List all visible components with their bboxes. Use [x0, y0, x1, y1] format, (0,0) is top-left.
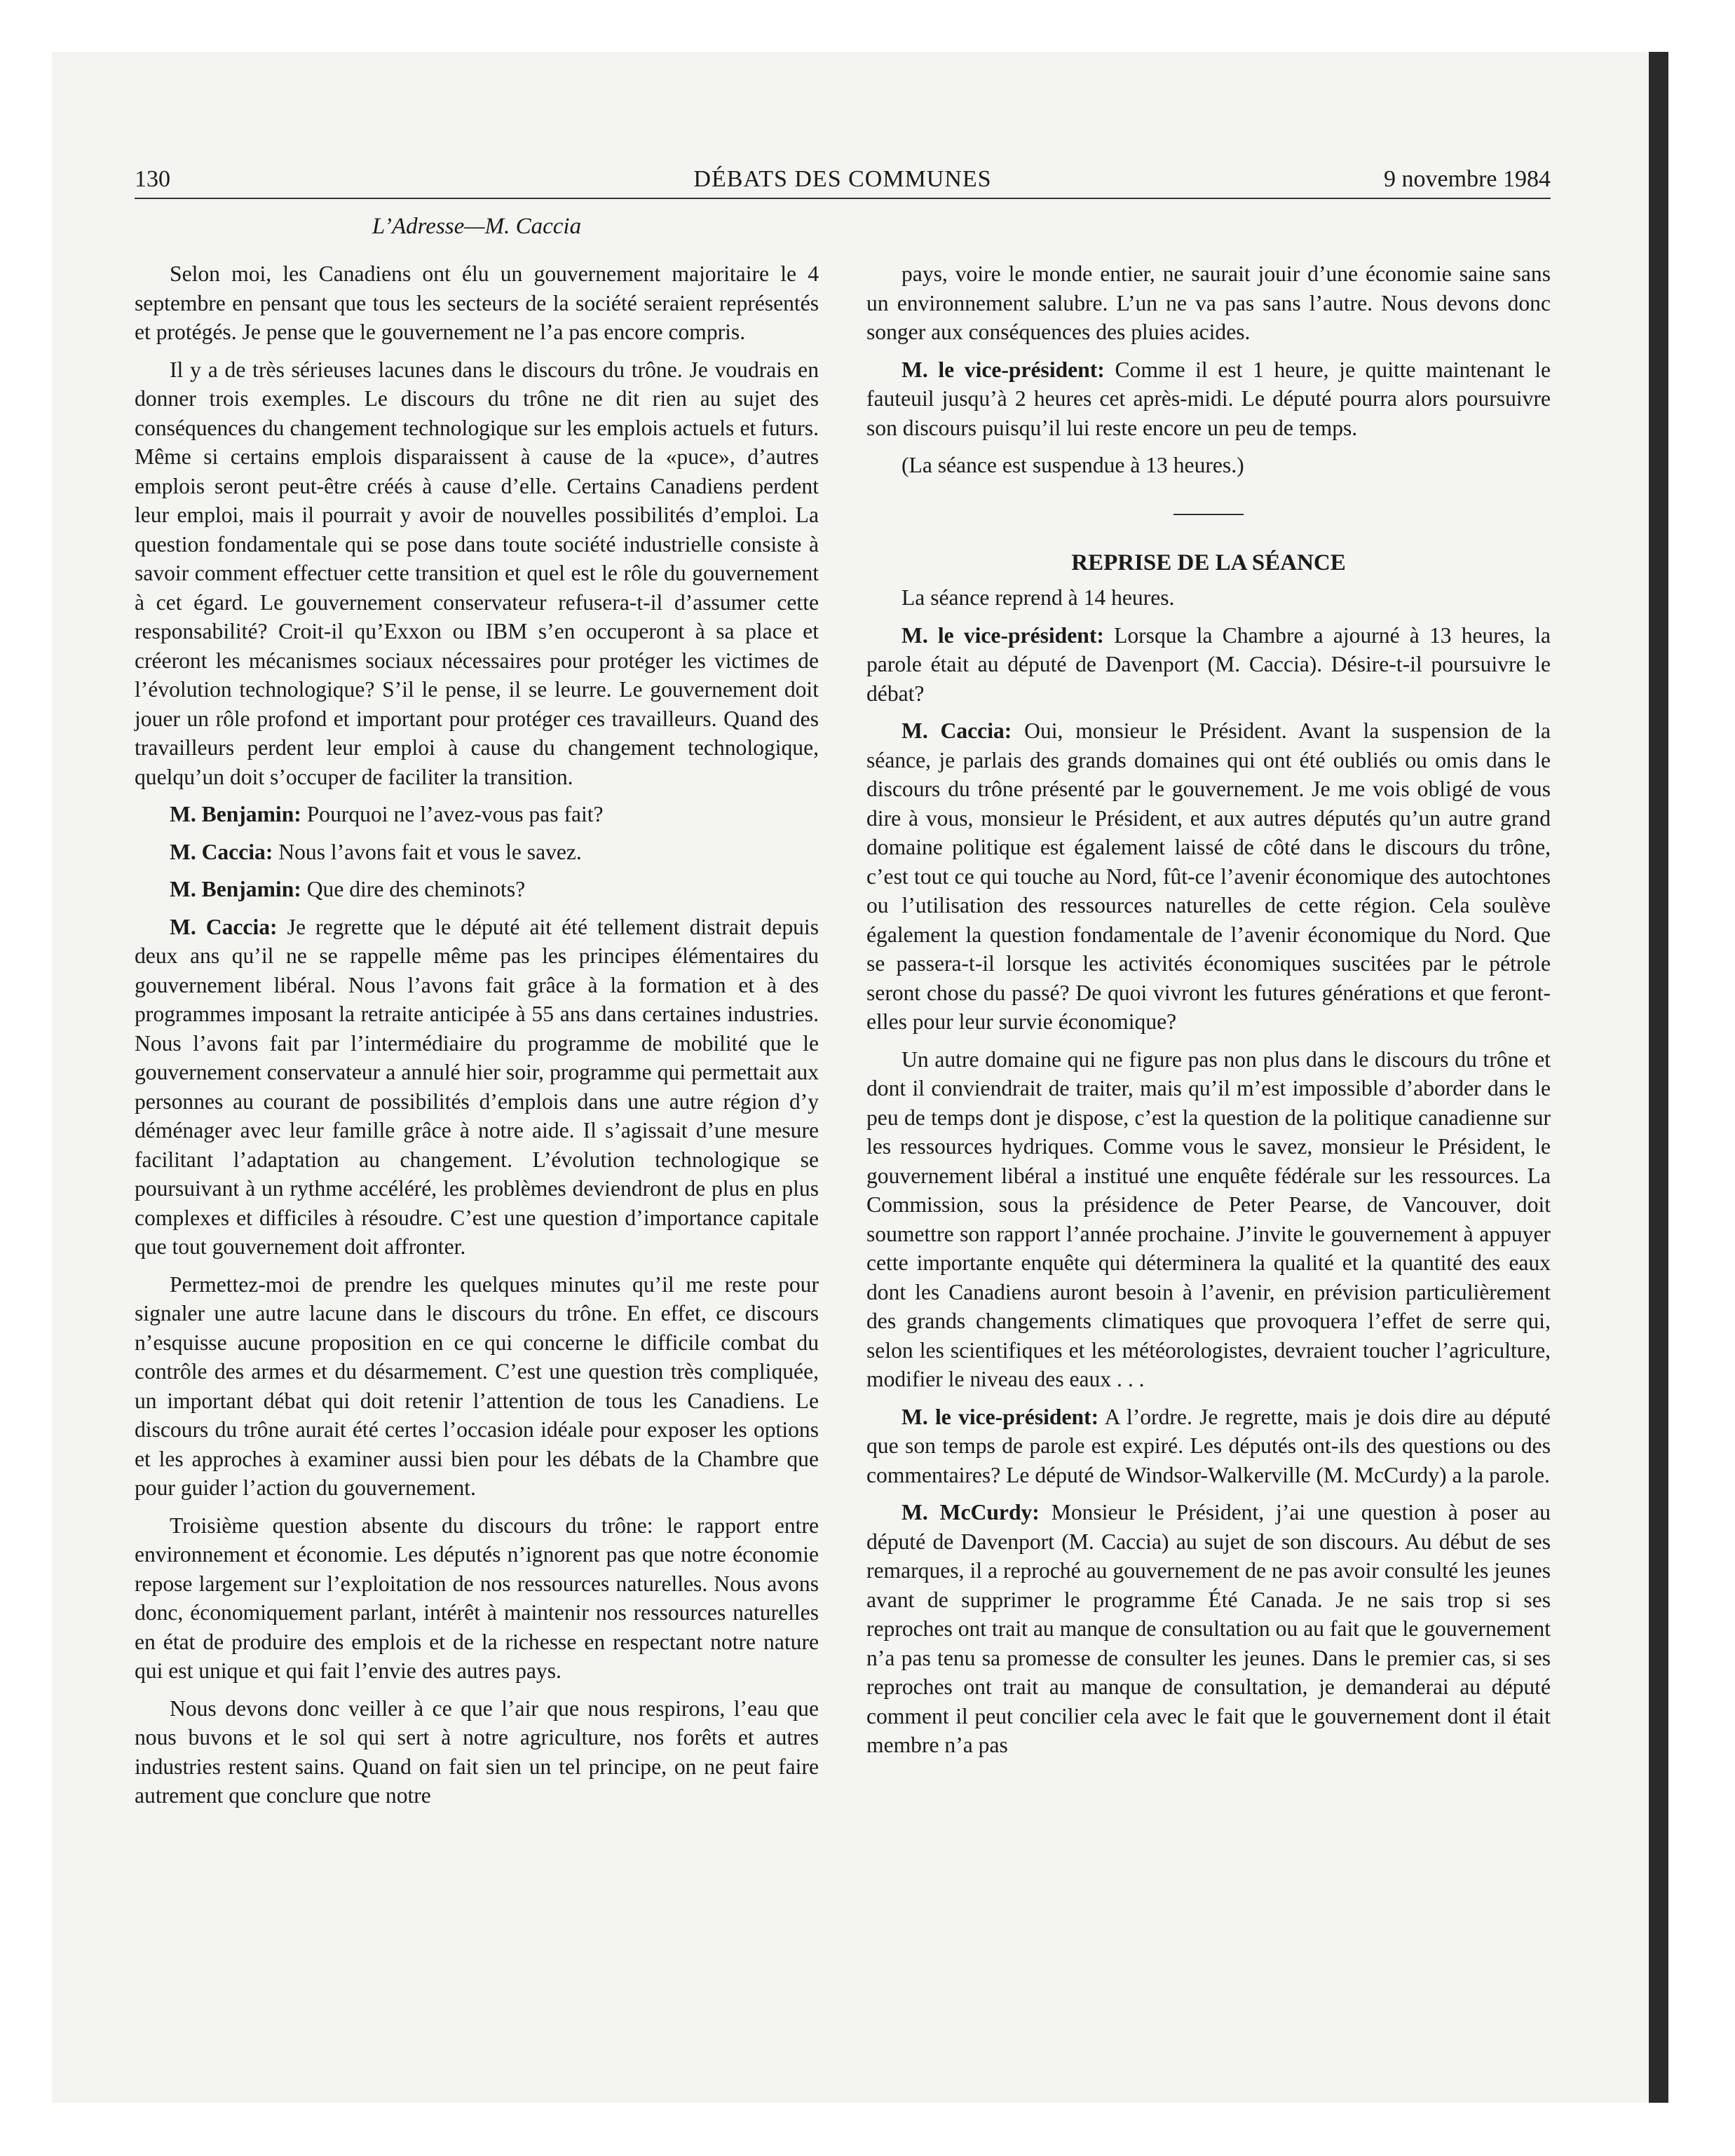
right-column-top: [866, 259, 1551, 480]
speaker-name: M. Benjamin:: [170, 802, 301, 826]
paragraph-text: Troisième question absente du discours du trône: le rapport entre environnement et économie. Les députés n’ignorent pas que notre économie repose largement sur l’exploitation de nos ressources naturelles. Nous avons donc, économiquement parlant, intérêt à maintenir nos ressources naturelles en état de produire des emplois et de la richesse en respectant notre nature qui est unique et qui fait l’envie des autres pays.: [135, 1513, 819, 1683]
speaker-name: M. le vice-président:: [901, 1404, 1099, 1429]
paragraph: [866, 259, 1551, 347]
paragraph-text: La séance reprend à 14 heures.: [901, 585, 1175, 610]
paragraph: [866, 1403, 1551, 1490]
paragraph-text: Pourquoi ne l’avez-vous pas fait?: [306, 802, 604, 826]
section-heading: L’Adresse—M. Caccia: [372, 214, 582, 239]
paragraph-text: Un autre domaine qui ne figure pas non plus dans le discours du trône et dont il conviendrait de traiter, mais qu’il m’est impossible d’aborder dans le peu de temps dont je dispose, c’est la question de la politique canadienne sur les ressources hydriques. Comme vous le savez, monsieur le Président, le gouvernement libéral a institué une enquête fédérale sur les ressources. La Commission, sous la présidence de Peter Pearse, de Vancouver, doit soumettre son rapport l’année prochaine. J’invite le gouvernement à appuyer cette importante enquête qui déterminera la qualité et la quantité des eaux dont les Canadiens auront besoin à l’avenir, en prévision particulièrement des grands changements climatiques que provoquera l’effet de serre qui, selon les scientifiques et les météorologistes, devraient toucher l’agriculture, modifier le niveau des eaux . . .: [866, 1046, 1551, 1391]
page-number: 130: [135, 166, 170, 192]
paragraph: [135, 1511, 819, 1686]
paragraph-text: (La séance est suspendue à 13 heures.): [901, 453, 1244, 477]
header-rule: [135, 198, 1551, 199]
right-column: [866, 259, 1551, 1768]
paragraph-text: Permettez-moi de prendre les quelques minutes qu’il me reste pour signaler une autre lacune dans le discours du trône. En effet, ce discours n’esquisse aucune proposition en ce qui concerne le difficile combat du contrôle des armes et du désarmement. C’est une question très compliquée, un important débat qui doit retenir l’attention de tous les Canadiens. Le discours du trône aurait été certes l’occasion idéale pour exposer les options et les approches à examiner aussi bien pour les débats de la Chambre que pour guider l’action du gouvernement.: [135, 1271, 819, 1500]
paragraph-text: Nous devons donc veiller à ce que l’air que nous respirons, l’eau que nous buvons et le sol qui sert à notre agriculture, nos forêts et autres industries restent sains. Quand on fait sien un tel principe, on ne peut faire autrement que conclure que notre: [135, 1696, 819, 1808]
paragraph-text: A l’ordre. Je regrette, mais je dois dire au député que son temps de parole est expiré. Les députés ont-ils des questions ou des commentaires? Le député de Windsor-Walkerville (M. McCurdy) a la parole.: [866, 1404, 1551, 1487]
paragraph: [866, 355, 1551, 443]
paragraph: [135, 913, 819, 1262]
paragraph: [135, 259, 819, 347]
paragraph-text: Comme il est 1 heure, je quitte maintenant le fauteuil jusqu’à 2 heures cet après-midi. Le député pourra alors poursuivre son discours puisqu’il lui reste encore un peu de temps.: [866, 357, 1551, 440]
issue-date: 9 novembre 1984: [1384, 166, 1551, 192]
paragraph: [135, 1270, 819, 1503]
right-column-bottom: [866, 583, 1551, 1760]
speaker-name: M. Caccia:: [170, 839, 273, 864]
publication-title: DÉBATS DES COMMUNES: [693, 166, 992, 192]
speaker-name: M. Benjamin:: [170, 877, 301, 901]
paragraph-text: Je regrette que le député ait été tellement distrait depuis deux ans qu’il ne se rappelle même pas les principes élémentaires du gouvernement libéral. Nous l’avons fait grâce à la formation et à des programmes imposant la retraite anticipée à 55 ans dans certaines industries. Nous l’avons fait par l’intermédiaire du programme de mobilité que le gouvernement conservateur a annulé hier soir, programme qui permettait aux personnes au courant de possibilités d’emplois dans une autre région d’y déménager avec leur famille grâce à notre aide. Il s’agissait d’une mesure facilitant l’adaptation au changement. L’évolution technologique se poursuivant à un rythme accéléré, les problèmes deviendront de plus en plus complexes et difficiles à résoudre. C’est une question d’importance capitale que tout gouvernement doit affronter.: [135, 914, 819, 1259]
left-column: [135, 259, 819, 1819]
paragraph-text: pays, voire le monde entier, ne saurait jouir d’une économie saine sans un environnement salubre. L’un ne va pas sans l’autre. Nous devons donc songer aux conséquences des pluies acides.: [866, 261, 1551, 344]
paragraph-text: Lorsque la Chambre a ajourné à 13 heures, la parole était au député de Davenport (M. Caccia). Désire-t-il poursuivre le débat?: [866, 622, 1551, 706]
section-divider: [1173, 514, 1244, 515]
paragraph: [866, 451, 1551, 480]
paragraph: [135, 838, 819, 867]
speaker-name: M. Caccia:: [901, 718, 1012, 743]
paragraph-text: Que dire des cheminots?: [306, 877, 526, 901]
speaker-name: M. le vice-président:: [901, 357, 1105, 382]
binding-edge: [1649, 52, 1668, 2103]
paragraph-text: Monsieur le Président, j’ai une question à poser au député de Davenport (M. Caccia) au sujet de son discours. Au début de ses remarques, il a reproché au gouvernement de ne pas avoir consulté les jeunes avant de supprimer le programme Été Canada. Je ne sais trop si ses reproches ont trait au manque de consultation ou au fait que le gouvernement n’a pas tenu sa promesse de consulter les jeunes. Dans le premier cas, si ses reproches ont trait au manque de consultation, je demanderai au député comment il peut concilier cela avec le fait que le gouvernement dont il était membre n’a pas: [866, 1500, 1551, 1757]
paragraph-text: Il y a de très sérieuses lacunes dans le discours du trône. Je voudrais en donner trois exemples. Le discours du trône ne dit rien au sujet des conséquences du changement technologique sur les emplois actuels et futurs. Même si certains emplois disparaissent à cause de la «puce», d’autres emplois seront peut-être créés à cause d’elle. Certains Canadiens perdent leur emploi, mais il pourrait y avoir de nouvelles possibilités d’emploi. La question fondamentale qui se pose dans toute société industrielle consiste à savoir comment effectuer cette transition et quel est le rôle du gouvernement à cet égard. Le gouvernement conservateur refusera-t-il d’assumer cette responsabilité? Croit-il qu’Exxon ou IBM s’en occuperont à sa place et créeront les mécanismes sociaux nécessaires pour protéger les victimes de l’évolution technologique? S’il le pense, il se leurre. Le gouvernement doit jouer un rôle profond et important pour protéger ces travailleurs. Quand des travailleurs perdent leur emploi à cause du changement technologique, quelqu’un doit s’occuper de faciliter la transition.: [135, 357, 819, 789]
paragraph: [866, 621, 1551, 709]
paragraph: [866, 1045, 1551, 1394]
paragraph: [135, 355, 819, 792]
paragraph: [866, 583, 1551, 613]
paragraph: [135, 800, 819, 829]
paragraph: [135, 875, 819, 904]
speaker-name: M. Caccia:: [170, 914, 278, 939]
paragraph-text: Nous l’avons fait et vous le savez.: [278, 839, 582, 864]
resume-heading: REPRISE DE LA SÉANCE: [1071, 550, 1346, 575]
paragraph-text: Selon moi, les Canadiens ont élu un gouvernement majoritaire le 4 septembre en pensant que tous les secteurs de la société seraient représentés et protégés. Je pense que le gouvernement ne l’a pas encore compris.: [135, 261, 819, 344]
running-header: [135, 163, 1551, 196]
paragraph-text: Oui, monsieur le Président. Avant la suspension de la séance, je parlais des grands domaines qui ont été oubliés ou omis dans le discours du trône présenté par le gouvernement. Je me vois obligé de vous dire à vous, monsieur le Président, et aux autres députés qu’un autre grand domaine politique est également laissé de côté dans le discours du trône, c’est tout ce qui touche au Nord, fût-ce l’avenir économique des autochtones ou l’utilisation des ressources naturelles de cette région. Cela soulève également la question fondamentale de l’avenir économique du Nord. Que se passera-t-il lorsque les activités économiques suscitées par le pétrole seront chose du passé? De quoi vivront les futures générations et que feront-elles pour leur survie économique?: [866, 718, 1551, 1034]
paragraph: [866, 1498, 1551, 1760]
paragraph: [135, 1694, 819, 1810]
speaker-name: M. McCurdy:: [901, 1500, 1040, 1524]
paragraph: [866, 716, 1551, 1037]
speaker-name: M. le vice-président:: [901, 622, 1104, 648]
